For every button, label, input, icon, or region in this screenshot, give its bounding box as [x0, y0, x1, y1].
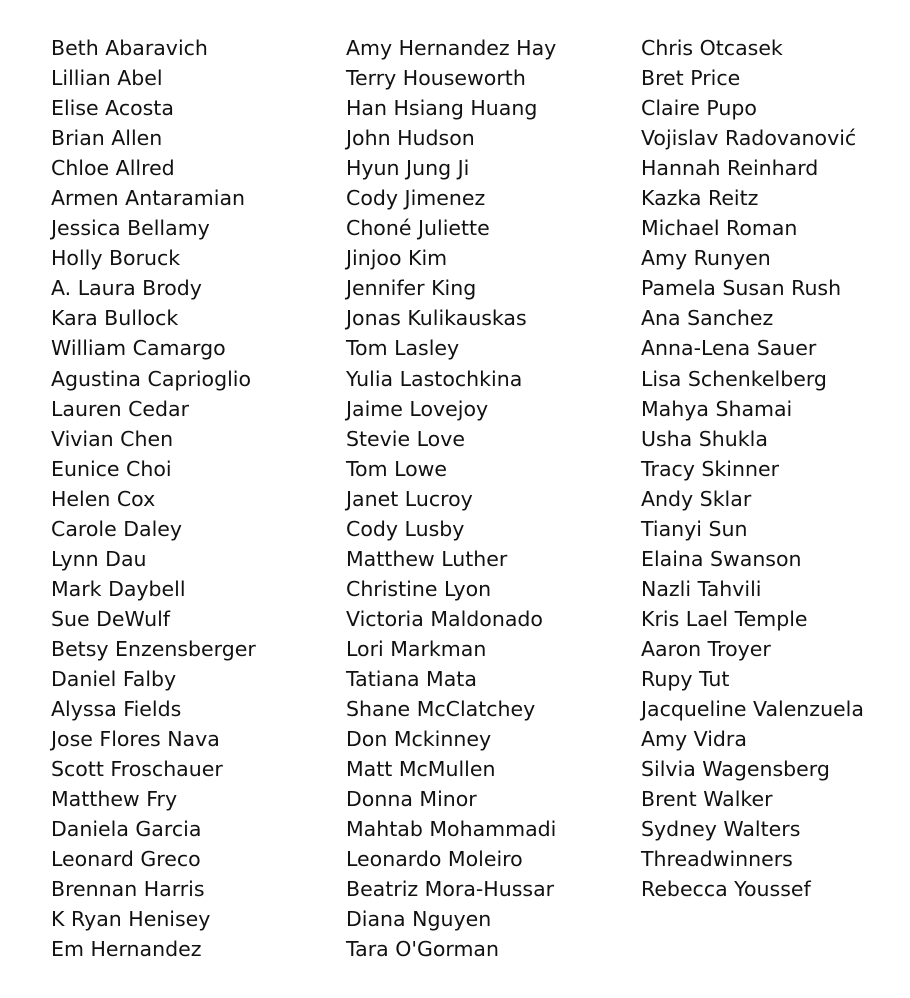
name-entry: Jose Flores Nava: [51, 727, 220, 752]
name-entry: Scott Froschauer: [51, 757, 223, 782]
name-entry: Leonardo Moleiro: [346, 847, 523, 872]
name-entry: Mark Daybell: [51, 576, 186, 601]
name-entry: Jaime Lovejoy: [346, 396, 489, 421]
name-entry: William Camargo: [51, 336, 226, 361]
name-entry: Agustina Caprioglio: [51, 366, 252, 391]
name-entry: Shane McClatchey: [346, 697, 536, 722]
name-entry: Hyun Jung Ji: [346, 156, 470, 181]
name-entry: Victoria Maldonado: [346, 606, 543, 631]
name-entry: Lauren Cedar: [51, 396, 190, 421]
name-entry: Carole Daley: [51, 516, 183, 541]
name-entry: Lynn Dau: [51, 546, 147, 571]
name-entry: Jessica Bellamy: [51, 216, 210, 241]
name-entry: Lillian Abel: [51, 66, 163, 91]
name-entry: Pamela Susan Rush: [641, 276, 842, 301]
name-entry: Chloe Allred: [51, 156, 175, 181]
name-entry: Elise Acosta: [51, 96, 174, 121]
name-entry: Rebecca Youssef: [641, 877, 811, 902]
name-entry: Brennan Harris: [51, 877, 205, 902]
name-entry: Aaron Troyer: [641, 636, 771, 661]
name-entry: Christine Lyon: [346, 576, 492, 601]
name-entry: Brian Allen: [51, 126, 163, 151]
name-entry: Michael Roman: [641, 216, 798, 241]
name-entry: Andy Sklar: [641, 486, 752, 511]
name-entry: A. Laura Brody: [51, 276, 202, 301]
name-entry: Holly Boruck: [51, 246, 181, 271]
name-entry: Choné Juliette: [346, 216, 490, 241]
name-entry: Usha Shukla: [641, 426, 768, 451]
name-entry: Tianyi Sun: [641, 516, 748, 541]
name-entry: Betsy Enzensberger: [51, 636, 256, 661]
name-column-1: [51, 33, 256, 964]
name-entry: Bret Price: [641, 66, 741, 91]
name-entry: Lisa Schenkelberg: [641, 366, 827, 391]
name-entry: Rupy Tut: [641, 666, 730, 691]
name-entry: Jonas Kulikauskas: [346, 306, 527, 331]
name-entry: Vivian Chen: [51, 426, 174, 451]
name-entry: Daniel Falby: [51, 666, 177, 691]
name-entry: Terry Houseworth: [346, 66, 526, 91]
name-entry: Hannah Reinhard: [641, 156, 819, 181]
name-entry: Threadwinners: [641, 847, 793, 872]
name-entry: Tatiana Mata: [346, 666, 477, 691]
name-entry: Kara Bullock: [51, 306, 179, 331]
name-entry: Eunice Choi: [51, 456, 172, 481]
name-entry: Leonard Greco: [51, 847, 201, 872]
name-entry: Jennifer King: [346, 276, 477, 301]
name-entry: Ana Sanchez: [641, 306, 774, 331]
name-entry: Em Hernandez: [51, 937, 202, 962]
name-entry: Kris Lael Temple: [641, 606, 808, 631]
name-entry: Don Mckinney: [346, 727, 492, 752]
name-entry: Stevie Love: [346, 426, 465, 451]
name-entry: John Hudson: [346, 126, 475, 151]
name-entry: Daniela Garcia: [51, 817, 202, 842]
name-entry: Matthew Luther: [346, 546, 508, 571]
name-entry: Elaina Swanson: [641, 546, 802, 571]
name-entry: Lori Markman: [346, 636, 487, 661]
name-entry: Jinjoo Kim: [346, 246, 448, 271]
name-entry: Helen Cox: [51, 486, 156, 511]
name-entry: Tara O'Gorman: [346, 937, 499, 962]
name-entry: Donna Minor: [346, 787, 477, 812]
name-entry: Cody Lusby: [346, 516, 465, 541]
name-entry: Brent Walker: [641, 787, 773, 812]
name-entry: Chris Otcasek: [641, 36, 783, 60]
name-entry: Amy Hernandez Hay: [346, 36, 557, 60]
name-column-3: [641, 33, 864, 904]
name-entry: Silvia Wagensberg: [641, 757, 830, 782]
name-entry: Sue DeWulf: [51, 606, 170, 631]
name-entry: Mahya Shamai: [641, 396, 793, 421]
name-entry: Jacqueline Valenzuela: [641, 697, 864, 722]
name-entry: Vojislav Radovanović: [641, 126, 857, 151]
name-entry: Amy Vidra: [641, 727, 747, 752]
name-column-2: [346, 33, 556, 964]
name-entry: Anna-Lena Sauer: [641, 336, 817, 361]
name-entry: Cody Jimenez: [346, 186, 486, 211]
name-entry: Amy Runyen: [641, 246, 771, 271]
name-entry: Han Hsiang Huang: [346, 96, 538, 121]
name-entry: Tom Lasley: [346, 336, 460, 361]
name-entry: Nazli Tahvili: [641, 576, 762, 601]
name-entry: Matthew Fry: [51, 787, 178, 812]
name-entry: Janet Lucroy: [346, 486, 473, 511]
name-entry: Beatriz Mora-Hussar: [346, 877, 555, 902]
name-entry: Diana Nguyen: [346, 907, 492, 932]
name-entry: Beth Abaravich: [51, 36, 208, 60]
name-entry: Armen Antaramian: [51, 186, 246, 211]
name-entry: Claire Pupo: [641, 96, 757, 121]
name-entry: Yulia Lastochkina: [346, 366, 523, 391]
name-entry: Matt McMullen: [346, 757, 496, 782]
name-entry: K Ryan Henisey: [51, 907, 211, 932]
name-entry: Kazka Reitz: [641, 186, 759, 211]
name-entry: Tracy Skinner: [641, 456, 780, 481]
name-entry: Mahtab Mohammadi: [346, 817, 557, 842]
name-entry: Alyssa Fields: [51, 697, 182, 722]
name-entry: Tom Lowe: [346, 456, 448, 481]
name-entry: Sydney Walters: [641, 817, 801, 842]
